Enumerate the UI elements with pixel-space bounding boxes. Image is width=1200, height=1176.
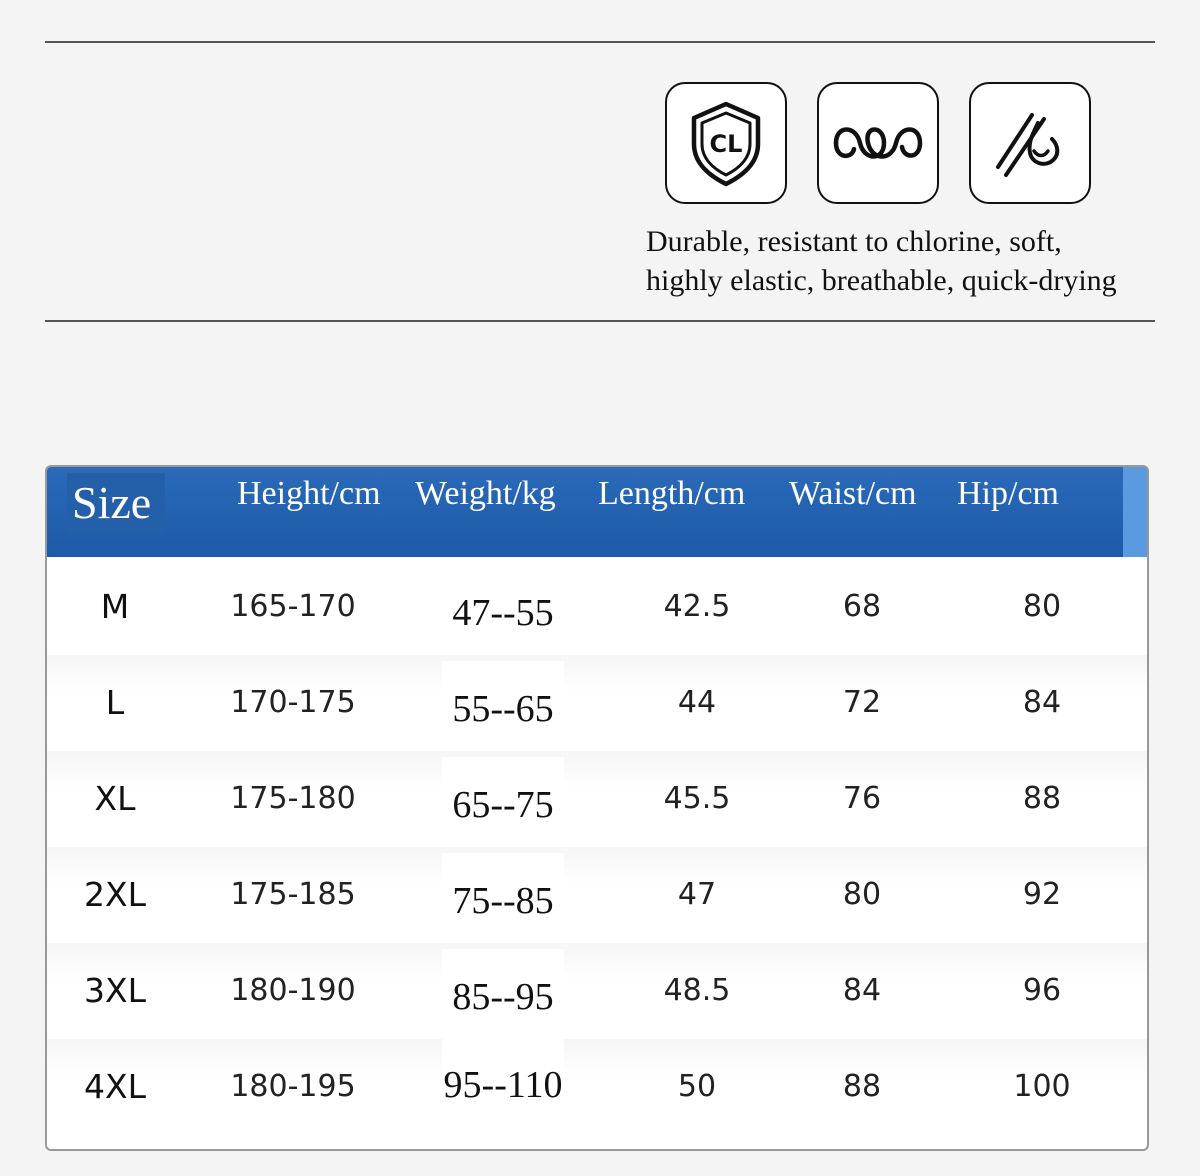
cell-waist: 76 [842, 781, 882, 816]
cell-height: 180-195 [230, 1069, 356, 1104]
cell-height: 175-185 [230, 877, 356, 912]
cell-height: 170-175 [230, 685, 356, 720]
cell-height: 180-190 [230, 973, 356, 1008]
cell-length: 47 [677, 877, 717, 912]
cell-waist: 84 [842, 973, 882, 1008]
table-row [47, 655, 1147, 751]
header-waist: Waist/cm [789, 475, 917, 512]
table-row [47, 847, 1147, 943]
cell-weight: 75--85 [442, 853, 564, 949]
header-height: Height/cm [237, 475, 381, 512]
cell-length: 45.5 [663, 781, 731, 816]
cell-weight: 47--55 [442, 565, 564, 661]
cell-height: 165-170 [230, 589, 356, 624]
cell-size: M [100, 587, 130, 626]
cell-length: 42.5 [663, 589, 731, 624]
cell-length: 44 [677, 685, 717, 720]
feature-description-line-2: highly elastic, breathable, quick-drying [646, 264, 1117, 297]
cell-size: XL [94, 779, 136, 818]
chlorine-resistant-shield-icon [665, 82, 787, 204]
cell-hip: 80 [1022, 589, 1062, 624]
table-row [47, 1039, 1147, 1135]
feature-description-line-1: Durable, resistant to chlorine, soft, [646, 225, 1062, 258]
header-size: Size [67, 473, 165, 533]
cell-waist: 68 [842, 589, 882, 624]
cell-weight: 85--95 [442, 949, 564, 1045]
feature-description [646, 222, 1186, 300]
cell-weight: 95--110 [442, 1037, 564, 1133]
cell-size: 4XL [84, 1067, 146, 1106]
svg-text:CL: CL [709, 130, 743, 158]
header-hip: Hip/cm [957, 475, 1059, 512]
cell-waist: 88 [842, 1069, 882, 1104]
top-divider [45, 41, 1155, 43]
table-row [47, 559, 1147, 655]
cell-height: 175-180 [230, 781, 356, 816]
header-accent-stripe [1123, 467, 1147, 557]
cell-hip: 96 [1022, 973, 1062, 1008]
elastic-stretch-icon [817, 82, 939, 204]
quick-drying-icon [969, 82, 1091, 204]
cell-length: 50 [677, 1069, 717, 1104]
cell-waist: 72 [842, 685, 882, 720]
cell-hip: 88 [1022, 781, 1062, 816]
table-row [47, 751, 1147, 847]
cell-hip: 100 [1013, 1069, 1071, 1104]
middle-divider [45, 320, 1155, 322]
header-weight: Weight/kg [415, 475, 556, 512]
size-chart-header [47, 467, 1147, 557]
cell-size: 3XL [84, 971, 146, 1010]
cell-waist: 80 [842, 877, 882, 912]
cell-weight: 65--75 [442, 757, 564, 853]
feature-icons [665, 82, 1091, 204]
table-row [47, 943, 1147, 1039]
header-length: Length/cm [598, 475, 746, 512]
cell-size: 2XL [84, 875, 146, 914]
cell-weight: 55--65 [442, 661, 564, 757]
cell-hip: 92 [1022, 877, 1062, 912]
cell-length: 48.5 [663, 973, 731, 1008]
cell-size: L [105, 683, 125, 722]
cell-hip: 84 [1022, 685, 1062, 720]
size-chart-table [45, 465, 1149, 1151]
